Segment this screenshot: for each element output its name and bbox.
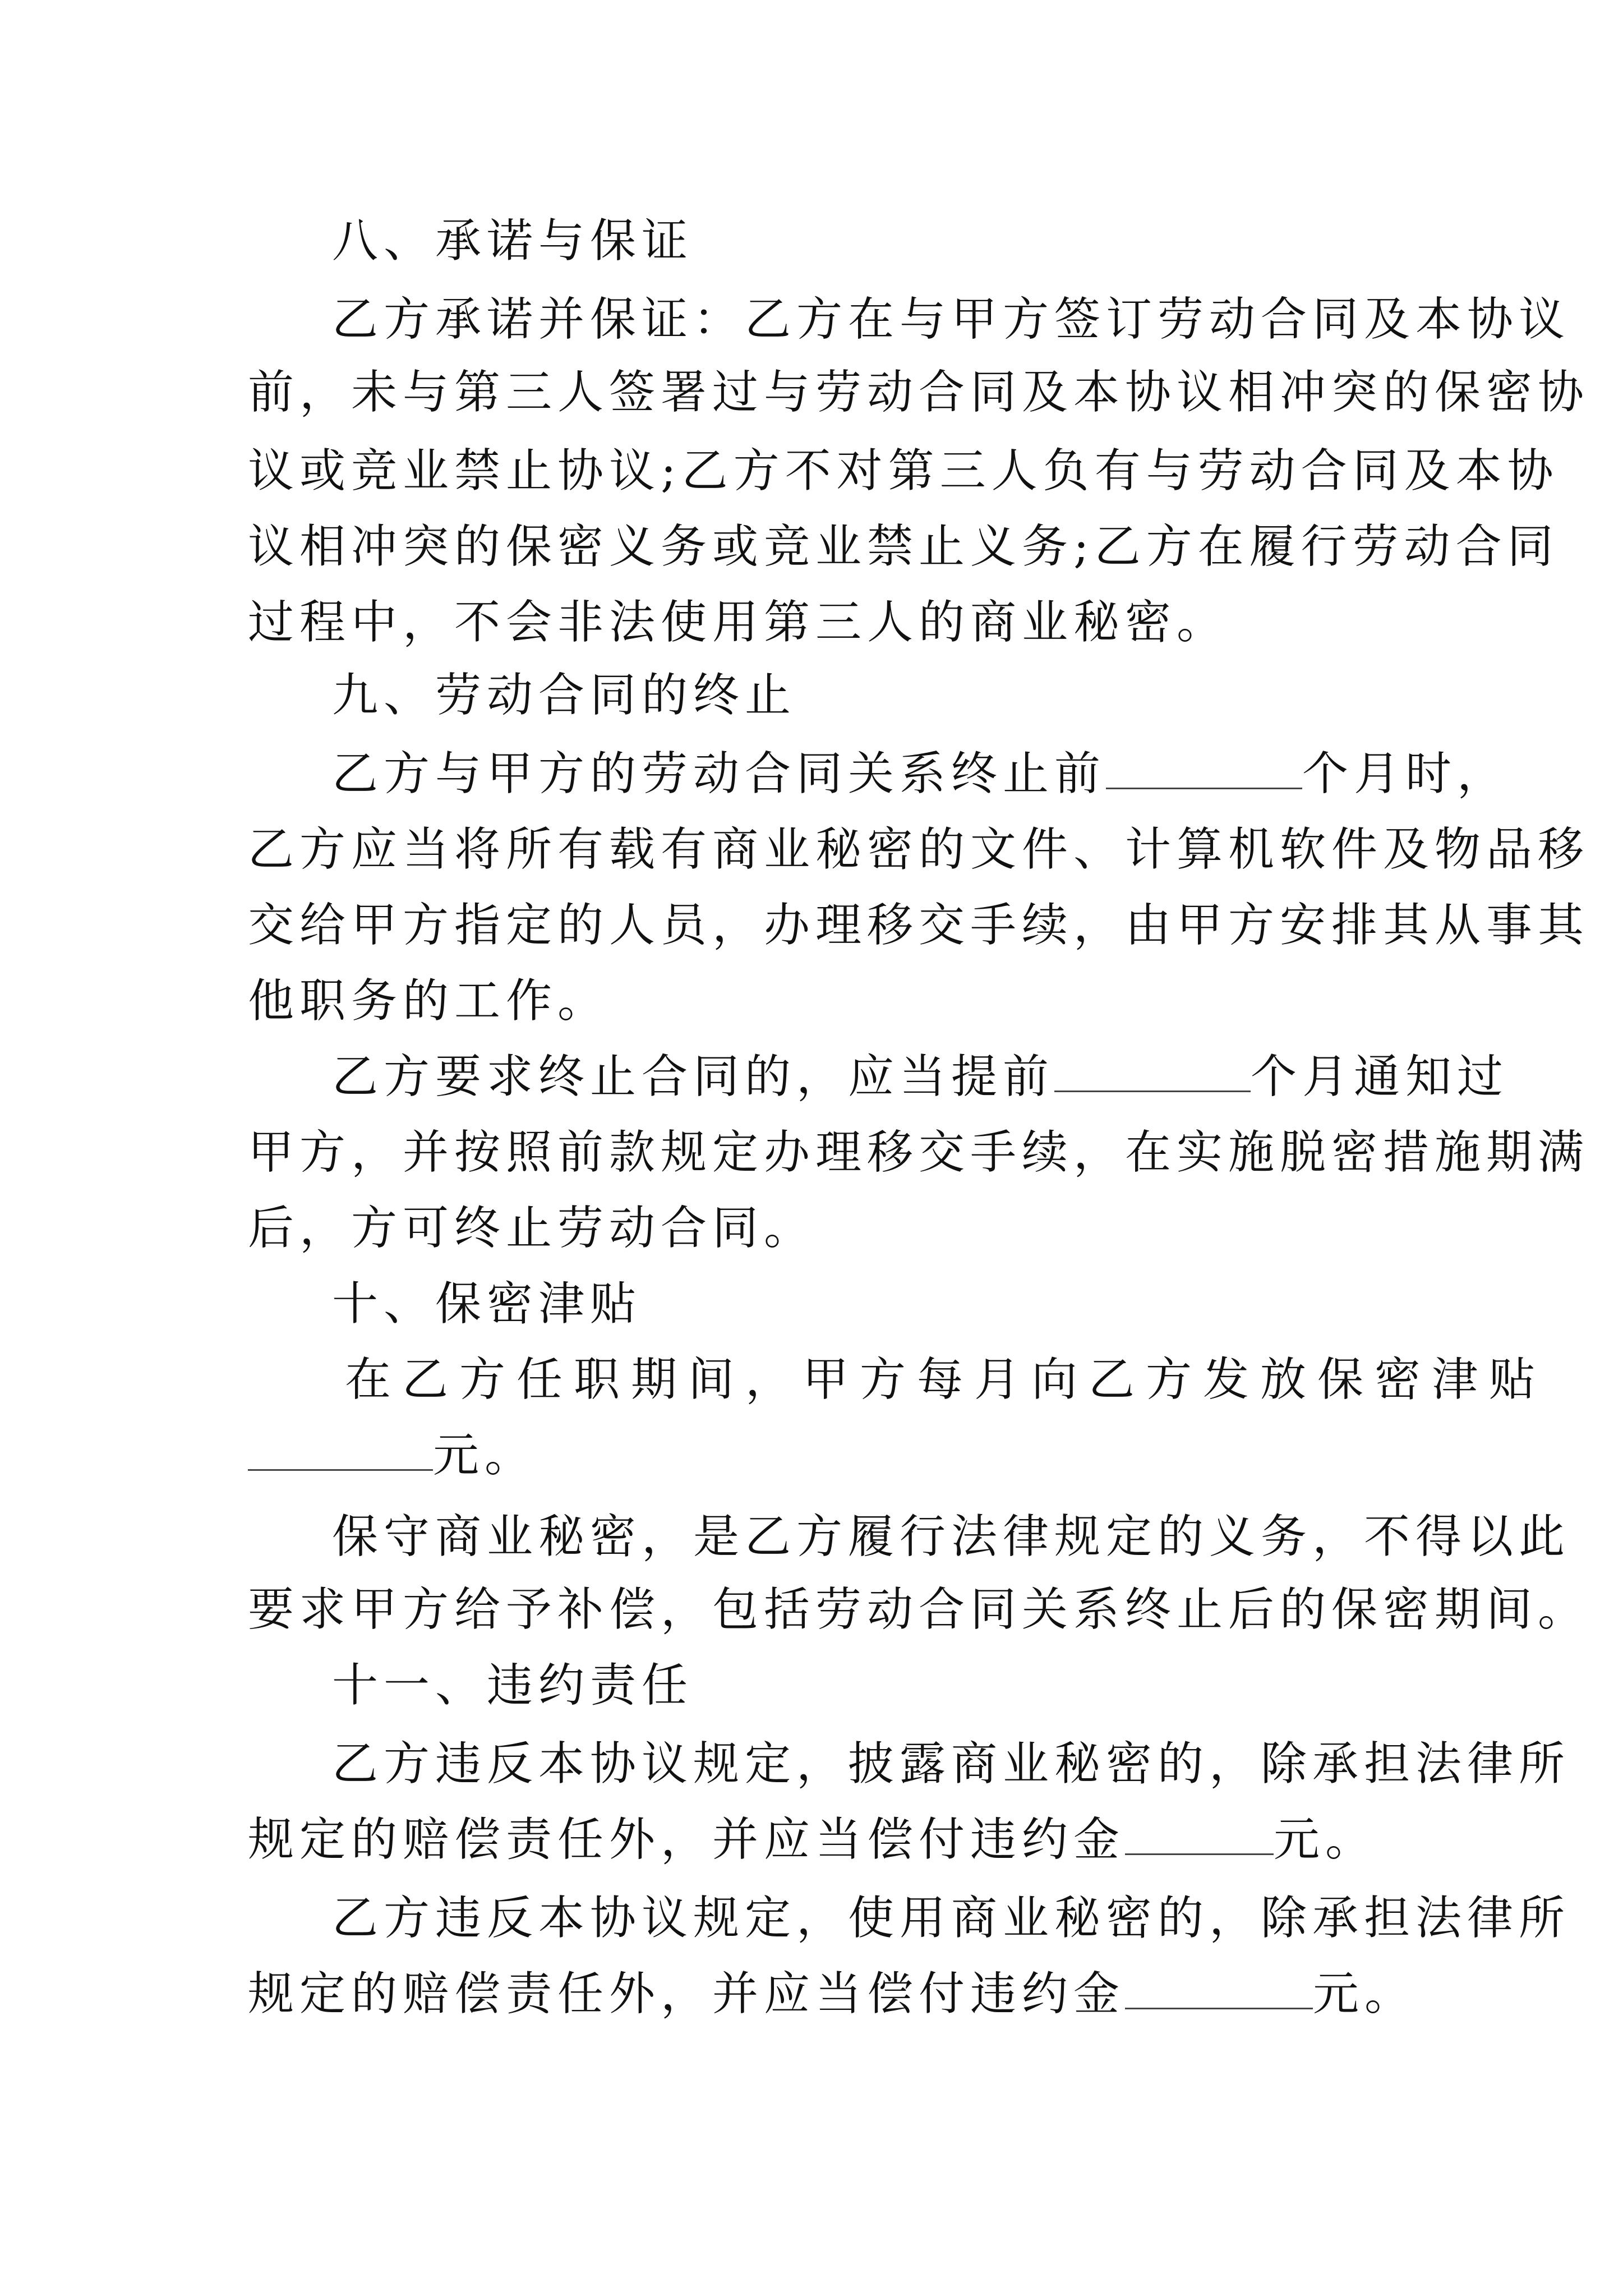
section-9-paragraph-1-line-1 [332, 746, 1509, 802]
blank-months-advance [1054, 1051, 1251, 1092]
section-11-paragraph-1-line-1: 乙方违反本协议规定，披露商业秘密的，除承担法律所 [332, 1737, 1571, 1791]
section-11-paragraph-2-line-1: 乙方违反本协议规定，使用商业秘密的，除承担法律所 [332, 1892, 1571, 1945]
section-8-heading: 八、承诺与保证 [332, 214, 694, 268]
text-segment: 乙方与甲方的劳动合同关系终止前 [332, 747, 1106, 800]
section-11-heading: 十一、违约责任 [332, 1659, 694, 1712]
section-8-paragraph-line-1: 乙方承诺并保证：乙方在与甲方签订劳动合同及本协议 [332, 293, 1571, 346]
text-segment: 个月时， [1302, 747, 1509, 800]
section-10-paragraph-2-line-2: 要求甲方给予补偿，包括劳动合同关系终止后的保密期间。 [248, 1583, 1590, 1636]
text-segment: 元。 [433, 1429, 537, 1482]
section-9-paragraph-1-line-2: 乙方应当将所有载有商业秘密的文件、计算机软件及物品移 [248, 823, 1590, 876]
section-10-paragraph-1-line-2 [248, 1428, 536, 1484]
section-9-paragraph-1-line-4: 他职务的工作。 [248, 974, 610, 1028]
section-8-paragraph-line-3: 议或竞业禁止协议;乙方不对第三人负有与劳动合同及本协 [248, 444, 1559, 498]
section-9-paragraph-2-line-2: 甲方，并按照前款规定办理移交手续，在实施脱密措施期满 [248, 1126, 1590, 1179]
section-8-paragraph-line-5: 过程中，不会非法使用第三人的商业秘密。 [248, 596, 1229, 649]
text-segment: 元。 [1313, 1967, 1417, 2021]
blank-months-notice [1106, 748, 1302, 789]
text-segment: 乙方要求终止合同的，应当提前 [332, 1050, 1055, 1103]
section-9-heading: 九、劳动合同的终止 [332, 669, 797, 722]
blank-penalty-use [1125, 1968, 1313, 2009]
section-11-paragraph-1-line-2 [248, 1812, 1377, 1868]
section-10-paragraph-1-line-1: 在乙方任职期间，甲方每月向乙方发放保密津贴 [345, 1353, 1547, 1406]
section-9-paragraph-1-line-3: 交给甲方指定的人员，办理移交手续，由甲方安排其从事其 [248, 899, 1590, 952]
section-8-paragraph-line-4: 议相冲突的保密义务或竞业禁止义务;乙方在履行劳动合同 [248, 520, 1559, 573]
blank-penalty-disclosure [1125, 1814, 1274, 1855]
section-10-heading: 十、保密津贴 [332, 1277, 642, 1331]
text-segment: 规定的赔偿责任外，并应当偿付违约金 [248, 1813, 1126, 1866]
section-10-paragraph-2-line-1: 保守商业秘密，是乙方履行法律规定的义务，不得以此 [332, 1510, 1571, 1563]
text-segment: 元。 [1274, 1813, 1377, 1866]
text-segment: 个月通知过 [1251, 1050, 1509, 1103]
section-8-paragraph-line-2: 前，未与第三人签署过与劳动合同及本协议相冲突的保密协 [248, 366, 1590, 419]
blank-allowance-amount [248, 1430, 433, 1471]
text-segment: 规定的赔偿责任外，并应当偿付违约金 [248, 1967, 1126, 2021]
section-11-paragraph-2-line-2 [248, 1966, 1416, 2022]
section-9-paragraph-2-line-3: 后，方可终止劳动合同。 [248, 1202, 816, 1255]
section-9-paragraph-2-line-1 [332, 1049, 1509, 1105]
